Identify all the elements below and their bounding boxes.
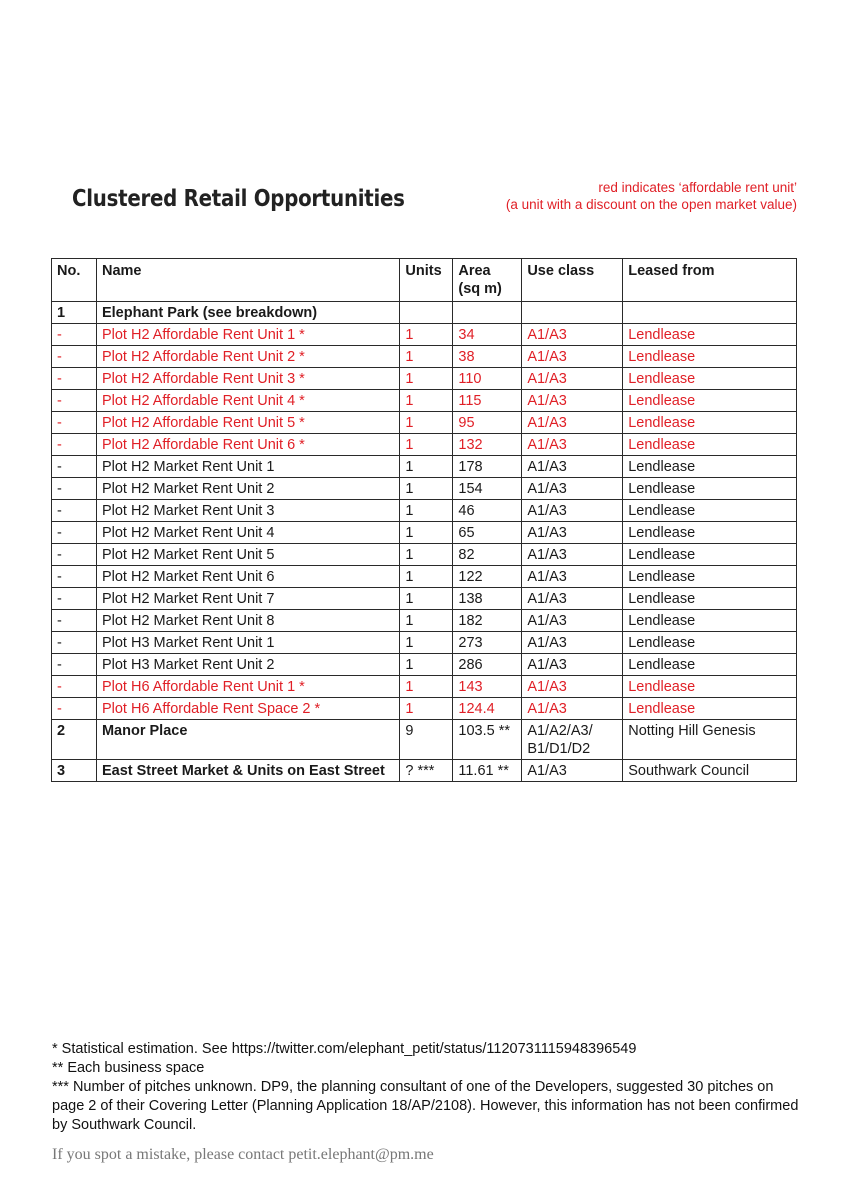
cell-leased-from: Lendlease xyxy=(623,588,797,610)
cell-units: 1 xyxy=(400,588,453,610)
table-row xyxy=(52,588,797,610)
cell-area: 103.5 ** xyxy=(453,720,522,760)
page-title: Clustered Retail Opportunities xyxy=(72,186,405,212)
cell-area: 124.4 xyxy=(453,698,522,720)
cell-name: Elephant Park (see breakdown) xyxy=(96,302,399,324)
footnote-2: ** Each business space xyxy=(52,1060,205,1076)
header-area: Area (sq m) xyxy=(453,259,522,302)
table-row xyxy=(52,760,797,782)
cell-use-class: A1/A3 xyxy=(522,456,623,478)
table-row xyxy=(52,478,797,500)
cell-area: 65 xyxy=(453,522,522,544)
cell-use-class: A1/A3 xyxy=(522,500,623,522)
cell-units: 1 xyxy=(400,544,453,566)
cell-use-class: A1/A3 xyxy=(522,610,623,632)
cell-area: 138 xyxy=(453,588,522,610)
cell-units: 1 xyxy=(400,632,453,654)
cell-leased-from: Lendlease xyxy=(623,610,797,632)
cell-name: Manor Place xyxy=(96,720,399,760)
cell-area: 178 xyxy=(453,456,522,478)
table-row xyxy=(52,456,797,478)
cell-leased-from: Lendlease xyxy=(623,478,797,500)
cell-leased-from: Lendlease xyxy=(623,390,797,412)
table-row xyxy=(52,698,797,720)
cell-use-class: A1/A3 xyxy=(522,478,623,500)
cell-no: - xyxy=(52,324,97,346)
cell-use-class: A1/A3 xyxy=(522,544,623,566)
cell-no: - xyxy=(52,368,97,390)
cell-leased-from: Lendlease xyxy=(623,698,797,720)
cell-use-class: A1/A3 xyxy=(522,588,623,610)
cell-area: 273 xyxy=(453,632,522,654)
cell-units xyxy=(400,302,453,324)
table-row xyxy=(52,368,797,390)
table-row xyxy=(52,522,797,544)
cell-units: 1 xyxy=(400,698,453,720)
table-row xyxy=(52,654,797,676)
cell-use-class: A1/A3 xyxy=(522,654,623,676)
cell-use-class: A1/A3 xyxy=(522,346,623,368)
legend-line-1: red indicates ‘affordable rent unit’ xyxy=(598,180,797,195)
cell-units: 1 xyxy=(400,434,453,456)
cell-no: - xyxy=(52,390,97,412)
cell-no: - xyxy=(52,676,97,698)
cell-no: - xyxy=(52,412,97,434)
cell-no: - xyxy=(52,698,97,720)
cell-use-class: A1/A2/A3/ B1/D1/D2 xyxy=(522,720,623,760)
cell-leased-from: Lendlease xyxy=(623,456,797,478)
retail-table xyxy=(51,258,797,782)
cell-area: 182 xyxy=(453,610,522,632)
cell-units: 1 xyxy=(400,654,453,676)
cell-area: 95 xyxy=(453,412,522,434)
cell-name: Plot H2 Affordable Rent Unit 4 * xyxy=(96,390,399,412)
cell-area: 143 xyxy=(453,676,522,698)
cell-leased-from: Lendlease xyxy=(623,522,797,544)
cell-use-class: A1/A3 xyxy=(522,324,623,346)
table-body xyxy=(52,302,797,782)
cell-units: 1 xyxy=(400,324,453,346)
table-row xyxy=(52,632,797,654)
cell-name: Plot H2 Affordable Rent Unit 1 * xyxy=(96,324,399,346)
table-row xyxy=(52,566,797,588)
header-no: No. xyxy=(52,259,97,302)
table-row xyxy=(52,302,797,324)
table-row xyxy=(52,346,797,368)
table-row xyxy=(52,610,797,632)
cell-name: Plot H3 Market Rent Unit 2 xyxy=(96,654,399,676)
cell-name: Plot H2 Market Rent Unit 1 xyxy=(96,456,399,478)
cell-no: - xyxy=(52,544,97,566)
footnote-3: *** Number of pitches unknown. DP9, the planning consultant of one of the Developers, suggested 30 pitches on page 2 of their Covering Letter (Planning Application 18/AP/2108). However, this information has not been confirmed by Southwark Council. xyxy=(52,1079,799,1133)
cell-units: 1 xyxy=(400,456,453,478)
cell-no: - xyxy=(52,346,97,368)
table-row xyxy=(52,434,797,456)
cell-no: - xyxy=(52,456,97,478)
cell-use-class: A1/A3 xyxy=(522,760,623,782)
cell-units: 1 xyxy=(400,478,453,500)
cell-no: - xyxy=(52,610,97,632)
cell-name: Plot H6 Affordable Rent Unit 1 * xyxy=(96,676,399,698)
legend-line-2: (a unit with a discount on the open market value) xyxy=(505,197,797,212)
cell-units: 1 xyxy=(400,566,453,588)
cell-no: 1 xyxy=(52,302,97,324)
cell-leased-from: Lendlease xyxy=(623,324,797,346)
cell-units: 1 xyxy=(400,346,453,368)
header-units: Units xyxy=(400,259,453,302)
cell-units: 1 xyxy=(400,368,453,390)
footnote-1: * Statistical estimation. See https://twitter.com/elephant_petit/status/1120731115948396549 xyxy=(52,1041,637,1057)
cell-area: 110 xyxy=(453,368,522,390)
cell-area: 286 xyxy=(453,654,522,676)
cell-no: - xyxy=(52,632,97,654)
cell-leased-from xyxy=(623,302,797,324)
cell-leased-from: Lendlease xyxy=(623,500,797,522)
cell-name: Plot H2 Market Rent Unit 7 xyxy=(96,588,399,610)
cell-leased-from: Notting Hill Genesis xyxy=(623,720,797,760)
cell-area: 115 xyxy=(453,390,522,412)
cell-use-class: A1/A3 xyxy=(522,412,623,434)
cell-units: 9 xyxy=(400,720,453,760)
cell-area: 132 xyxy=(453,434,522,456)
table-row xyxy=(52,720,797,760)
cell-name: Plot H2 Affordable Rent Unit 6 * xyxy=(96,434,399,456)
cell-units: ? *** xyxy=(400,760,453,782)
cell-name: East Street Market & Units on East Street xyxy=(96,760,399,782)
cell-name: Plot H2 Affordable Rent Unit 5 * xyxy=(96,412,399,434)
cell-name: Plot H3 Market Rent Unit 1 xyxy=(96,632,399,654)
cell-use-class: A1/A3 xyxy=(522,390,623,412)
footnotes xyxy=(52,1040,802,1135)
cell-units: 1 xyxy=(400,610,453,632)
cell-area: 11.61 ** xyxy=(453,760,522,782)
cell-area xyxy=(453,302,522,324)
cell-name: Plot H2 Market Rent Unit 8 xyxy=(96,610,399,632)
cell-no: - xyxy=(52,588,97,610)
table-row xyxy=(52,544,797,566)
cell-name: Plot H2 Affordable Rent Unit 3 * xyxy=(96,368,399,390)
cell-name: Plot H2 Market Rent Unit 5 xyxy=(96,544,399,566)
cell-use-class: A1/A3 xyxy=(522,522,623,544)
cell-no: - xyxy=(52,500,97,522)
cell-leased-from: Lendlease xyxy=(623,566,797,588)
cell-area: 38 xyxy=(453,346,522,368)
cell-name: Plot H2 Market Rent Unit 2 xyxy=(96,478,399,500)
cell-name: Plot H2 Market Rent Unit 3 xyxy=(96,500,399,522)
cell-use-class: A1/A3 xyxy=(522,368,623,390)
contact-note: If you spot a mistake, please contact petit.elephant@pm.me xyxy=(52,1146,434,1163)
cell-leased-from: Lendlease xyxy=(623,654,797,676)
cell-units: 1 xyxy=(400,390,453,412)
cell-name: Plot H2 Market Rent Unit 4 xyxy=(96,522,399,544)
cell-name: Plot H6 Affordable Rent Space 2 * xyxy=(96,698,399,720)
cell-use-class: A1/A3 xyxy=(522,698,623,720)
table-header-row xyxy=(52,259,797,302)
cell-leased-from: Lendlease xyxy=(623,346,797,368)
cell-no: - xyxy=(52,654,97,676)
cell-units: 1 xyxy=(400,676,453,698)
cell-leased-from: Lendlease xyxy=(623,368,797,390)
cell-area: 122 xyxy=(453,566,522,588)
color-legend xyxy=(506,179,797,213)
cell-area: 154 xyxy=(453,478,522,500)
cell-leased-from: Lendlease xyxy=(623,632,797,654)
cell-units: 1 xyxy=(400,412,453,434)
cell-area: 82 xyxy=(453,544,522,566)
cell-name: Plot H2 Affordable Rent Unit 2 * xyxy=(96,346,399,368)
cell-no: 3 xyxy=(52,760,97,782)
cell-area: 46 xyxy=(453,500,522,522)
cell-no: 2 xyxy=(52,720,97,760)
cell-leased-from: Lendlease xyxy=(623,544,797,566)
cell-leased-from: Southwark Council xyxy=(623,760,797,782)
cell-use-class: A1/A3 xyxy=(522,434,623,456)
cell-units: 1 xyxy=(400,522,453,544)
cell-use-class xyxy=(522,302,623,324)
cell-no: - xyxy=(52,478,97,500)
cell-no: - xyxy=(52,434,97,456)
cell-use-class: A1/A3 xyxy=(522,632,623,654)
cell-no: - xyxy=(52,566,97,588)
cell-leased-from: Lendlease xyxy=(623,412,797,434)
cell-leased-from: Lendlease xyxy=(623,434,797,456)
header-leased-from: Leased from xyxy=(623,259,797,302)
cell-units: 1 xyxy=(400,500,453,522)
table-row xyxy=(52,676,797,698)
table-row xyxy=(52,390,797,412)
cell-no: - xyxy=(52,522,97,544)
header-name: Name xyxy=(96,259,399,302)
cell-leased-from: Lendlease xyxy=(623,676,797,698)
cell-use-class: A1/A3 xyxy=(522,566,623,588)
cell-name: Plot H2 Market Rent Unit 6 xyxy=(96,566,399,588)
header-use-class: Use class xyxy=(522,259,623,302)
cell-area: 34 xyxy=(453,324,522,346)
table-row xyxy=(52,412,797,434)
cell-use-class: A1/A3 xyxy=(522,676,623,698)
table-row xyxy=(52,500,797,522)
table-row xyxy=(52,324,797,346)
